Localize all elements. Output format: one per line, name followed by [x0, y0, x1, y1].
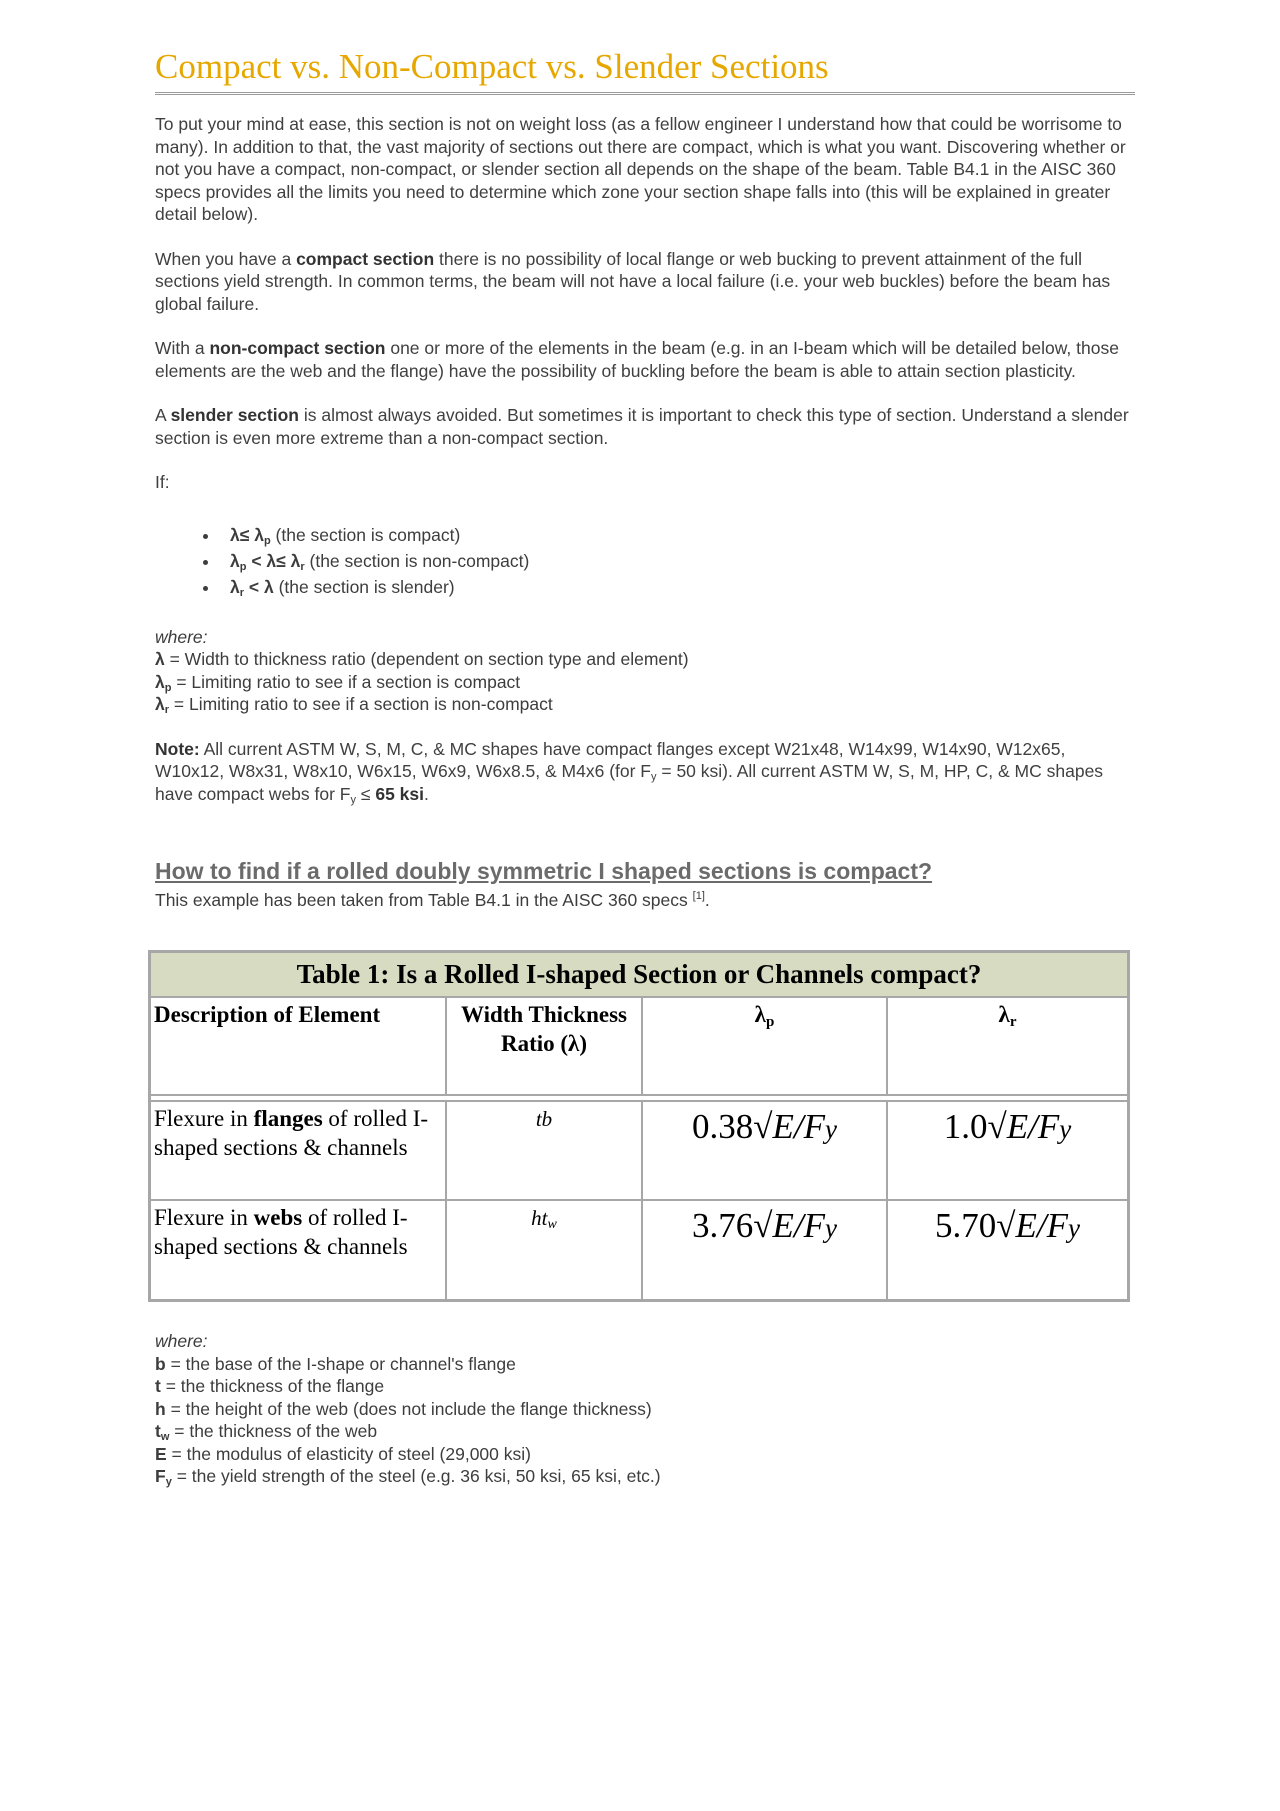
table-row [151, 1199, 1127, 1299]
subscript: p [263, 534, 271, 547]
formula-var: / [1036, 1206, 1047, 1245]
text-run: there is no possibility of local flange or web bucking to prevent attainment of the full sections yield strength. In common terms, the beam will not have a local failure (i.e. your web buckles) before the beam has global failure. [155, 248, 1111, 314]
definition-text: = the height of the web (does not include the flange thickness) [165, 1398, 652, 1419]
formula-var: y [1059, 1114, 1072, 1144]
text-run: flanges [253, 1106, 323, 1131]
text-run: one or more of the elements in the beam (e.g. in an I-beam which will be detailed below, those elements are the web and the flange) have the possibility of buckling before the beam is able to attain section plasticity. [155, 338, 1119, 381]
row-description [151, 1102, 447, 1199]
subscript: p [164, 681, 172, 694]
formula-var: E [1015, 1206, 1037, 1245]
intro-paragraph: To put your mind at ease, this section is not on weight loss (as a fellow engineer I understand how that could be worrisome to many). In addition to that, the vast majority of sections out there are compact, which is what you want. Discovering whether or not you have a compact, non-compact, or slender section all depends on the shape of the beam. Table B4.1 in the AISC 360 specs provides all the limits you need to determine which zone your section shape falls into (this will be explained in greater detail below). [155, 114, 1126, 224]
text-run: When you have a [155, 248, 297, 269]
header-description: Description of Element [151, 998, 447, 1094]
formula-var: F [1046, 1206, 1068, 1245]
subscript: r [164, 704, 170, 716]
symbol: t [155, 1376, 161, 1396]
if-label: If: [155, 472, 170, 492]
text-run: = 50 ksi). All current ASTM W, S, M, HP, C, & MC shapes have compact webs for F [155, 761, 1104, 804]
definition-text: = the thickness of the web [169, 1421, 378, 1441]
row-description [151, 1201, 447, 1299]
condition-text: (the section is compact) [270, 524, 461, 545]
sqrt-symbol: √ [987, 1107, 1007, 1146]
list-item [220, 574, 1135, 600]
formula-var: y [1068, 1213, 1080, 1243]
formula-var: F [803, 1107, 825, 1146]
subscript: w [160, 1431, 170, 1443]
definition-text: = the yield strength of the steel (e.g. 36 ksi, 50 ksi, 65 ksi, etc.) [171, 1466, 661, 1486]
coefficient: 3.76 [692, 1206, 754, 1245]
definition-row [155, 693, 1135, 716]
text-run: All current ASTM W, S, M, C, & MC shapes have compact flanges except W21x48, W14x99, W14x90, W12x65, W10x12, W8x31, W8x10, W6x15, W6x9, W6x8.5, & M4x6 (for F [155, 738, 1066, 781]
symbol [155, 694, 169, 714]
definition-text: = Limiting ratio to see if a section is non-compact [169, 694, 553, 714]
slender-paragraph [155, 404, 1135, 449]
subscript: y [350, 793, 356, 806]
text-run: . [704, 890, 710, 910]
term-compact: compact section [296, 248, 435, 269]
formula-var: F [803, 1206, 825, 1245]
page-title: Compact vs. Non-Compact vs. Slender Sections [155, 47, 829, 86]
text-run: Flexure in [154, 1205, 254, 1230]
where-label: where: [155, 626, 208, 647]
subscript: r [1009, 1014, 1017, 1030]
subscript: y [651, 771, 657, 783]
text-run: 65 ksi [375, 783, 424, 804]
lambda-r-formula [888, 1102, 1127, 1199]
text-run: ≤ [356, 783, 376, 804]
formula-var: F [1037, 1107, 1060, 1146]
section-heading: How to find if a rolled doubly symmetric I shaped sections is compact? [155, 858, 933, 884]
definition-text: = the modulus of elasticity of steel (29,000 ksi) [166, 1443, 531, 1464]
reference-link[interactable]: [1] [692, 890, 705, 902]
table-divider [151, 1094, 1127, 1102]
note-label: Note: [155, 738, 200, 759]
text-run: webs [253, 1205, 303, 1230]
symbol [155, 1466, 172, 1486]
lambda-r-formula [888, 1201, 1127, 1299]
text-run: is almost always avoided. But sometimes it is important to check this type of section. Understand a slender section is even more extreme than a non-compact section. [155, 405, 1129, 448]
definition-row [155, 1443, 1135, 1466]
lambda-p-formula [643, 1102, 888, 1199]
formula-var: / [793, 1107, 804, 1146]
condition-text: (the section is slender) [273, 576, 455, 597]
text-run: This example has been taken from Table B4.1 in the AISC 360 specs [155, 890, 693, 910]
coefficient: 5.70 [935, 1206, 997, 1245]
definition-text: = the base of the I-shape or channel's flange [165, 1353, 516, 1374]
condition-list [155, 522, 1135, 600]
list-item [220, 522, 1135, 548]
symbol [155, 1421, 169, 1441]
symbol: λ [155, 649, 165, 669]
noncompact-paragraph [155, 337, 1135, 382]
subscript: r [300, 560, 305, 573]
header-symbol: λ [998, 1002, 1010, 1027]
subscript: p [765, 1014, 775, 1030]
formula-var: E [1006, 1107, 1029, 1146]
coefficient: 1.0 [943, 1107, 988, 1146]
symbol-char: t [155, 1421, 161, 1441]
definition-text: = Limiting ratio to see if a section is compact [171, 671, 521, 692]
subscript: r [239, 586, 245, 599]
definition-text: = the thickness of the flange [160, 1376, 385, 1396]
text-run: With a [155, 338, 210, 358]
term-slender: slender section [170, 405, 299, 425]
text-run: of rolled I-shaped sections & channels [154, 1205, 408, 1259]
formula-var: y [825, 1114, 837, 1144]
symbol: b [155, 1353, 166, 1374]
symbol-char: λ [155, 671, 165, 692]
condition-expr: λ [230, 576, 240, 597]
formula-var: y [825, 1213, 837, 1243]
compactness-table [148, 950, 1130, 1302]
definition-row [155, 1465, 1135, 1488]
header-lambda-r [888, 998, 1127, 1094]
table-caption: Table 1: Is a Rolled I-shaped Section or Channels compact? [151, 953, 1127, 998]
row-ratio [447, 1102, 643, 1199]
symbol [155, 672, 171, 692]
lambda-p-formula [643, 1201, 888, 1299]
header-ratio: Width Thickness Ratio (λ) [447, 998, 643, 1094]
row-ratio [447, 1201, 643, 1299]
subscript: p [239, 560, 247, 573]
text-run: A [155, 405, 171, 425]
title-divider [155, 92, 1135, 97]
condition-expr: < λ [244, 576, 274, 597]
coefficient: 0.38 [692, 1107, 754, 1146]
subscript: w [547, 1217, 557, 1232]
symbol: h [155, 1398, 166, 1419]
header-symbol: λ [754, 1002, 766, 1027]
list-item [220, 548, 1135, 574]
definition-row [155, 1375, 1135, 1398]
formula-var: E [772, 1206, 794, 1245]
sqrt-symbol: √ [996, 1206, 1016, 1245]
sqrt-symbol: √ [753, 1206, 773, 1245]
table-header-row [151, 998, 1127, 1094]
symbol: E [155, 1443, 167, 1464]
sqrt-symbol: √ [753, 1107, 773, 1146]
example-source-text [155, 889, 1135, 911]
definition-row [155, 1353, 1135, 1376]
condition-expr: λ [230, 550, 240, 571]
ratio-text: tb [535, 1107, 553, 1131]
definition-row [155, 1398, 1135, 1421]
formula-var: E [772, 1107, 794, 1146]
symbol-char: λ [155, 694, 165, 714]
table-row [151, 1102, 1127, 1199]
formula-var: / [793, 1206, 804, 1245]
symbol-char: F [155, 1466, 166, 1486]
variable-definitions [155, 1330, 1135, 1488]
subscript: y [165, 1476, 172, 1488]
text-run: of rolled I-shaped sections & channels [154, 1106, 429, 1160]
condition-expr: < λ≤ λ [246, 550, 301, 571]
definition-text: = Width to thickness ratio (dependent on section type and element) [164, 649, 689, 669]
condition-expr: λ≤ λ [230, 524, 264, 545]
definition-row [155, 671, 1135, 694]
definition-row [155, 1420, 1135, 1443]
text-run: . [424, 783, 429, 804]
condition-text: (the section is non-compact) [304, 550, 530, 571]
text-run: Flexure in [154, 1106, 254, 1131]
compact-paragraph [155, 248, 1135, 316]
where-label: where: [155, 1331, 208, 1351]
definition-row [155, 648, 1135, 671]
term-noncompact: non-compact section [209, 338, 386, 358]
article [155, 44, 1135, 911]
formula-var: / [1028, 1107, 1038, 1146]
ratio-text: ht [531, 1206, 548, 1230]
header-lambda-p [643, 998, 888, 1094]
note-paragraph [155, 738, 1135, 806]
